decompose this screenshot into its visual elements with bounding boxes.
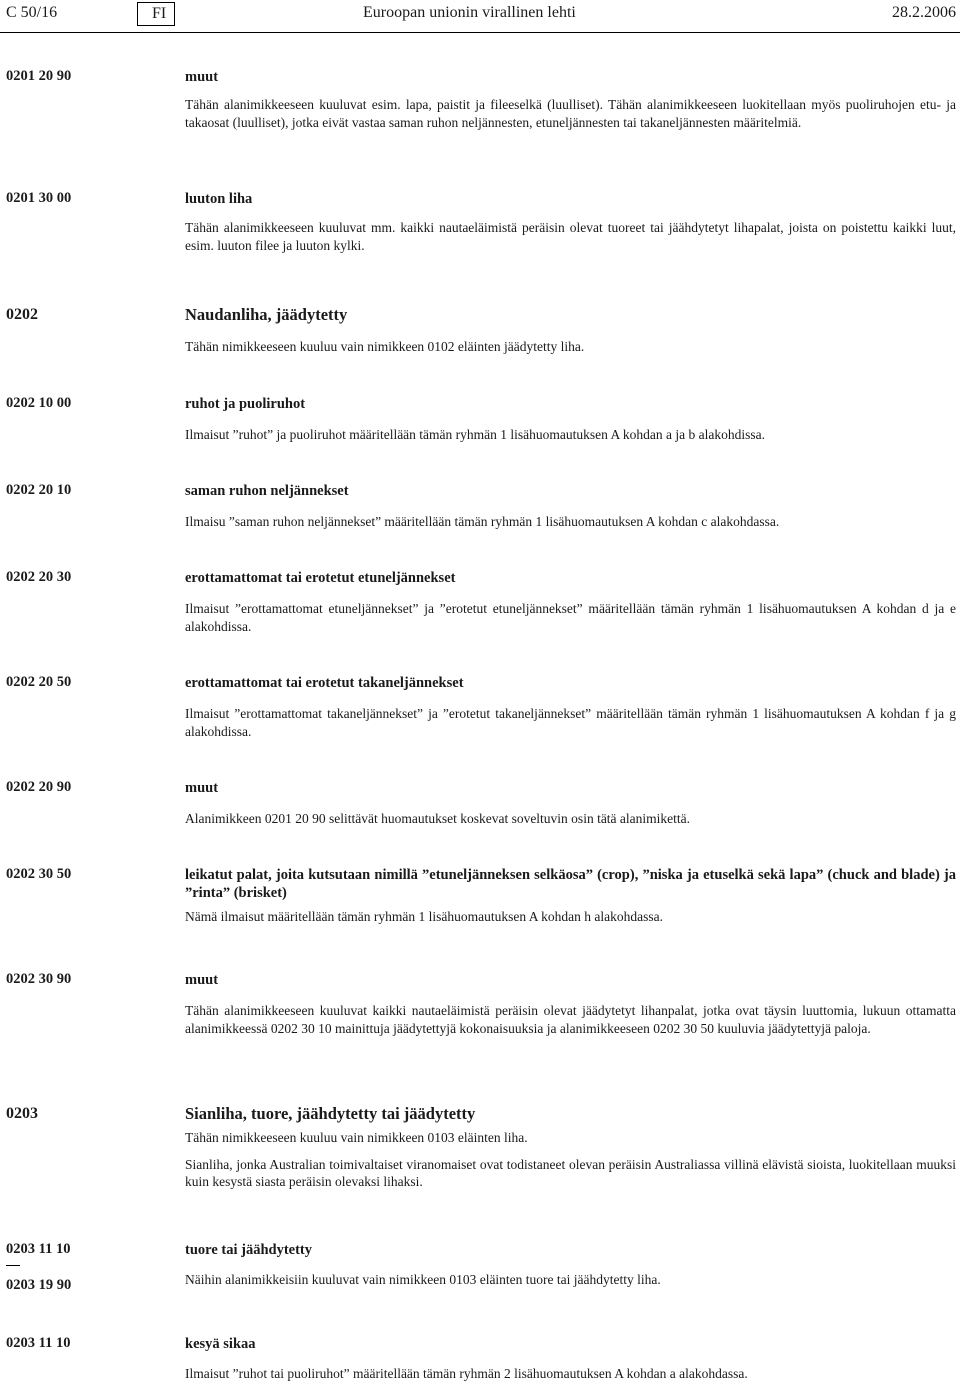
entry-code-start: 0203 11 10 [6, 1241, 71, 1257]
entry-code: 0201 20 90 [6, 68, 72, 84]
entry-code: 0203 [6, 1105, 38, 1122]
entry-code-end: 0203 19 90 [6, 1277, 72, 1293]
language-code: FI [137, 2, 175, 26]
entry-text: Ilmaisut ”ruhot tai puoliruhot” määritellään tämän ryhmän 2 lisähuomautuksen A kohdan a alakohdassa. [185, 1366, 748, 1381]
entry-title: saman ruhon neljännekset [185, 483, 349, 499]
entry-title: muut [185, 69, 219, 85]
entry-code: 0202 10 00 [6, 395, 72, 411]
entry-code: 0202 30 90 [6, 971, 72, 987]
publication-date: 28.2.2006 [892, 4, 956, 21]
entry-code: 0201 30 00 [6, 190, 72, 206]
entry-text: Tähän nimikkeeseen kuuluu vain nimikkeen 0102 eläinten jäädytetty liha. [185, 339, 585, 354]
entry-text: Sianliha, jonka Australian toimivaltaiset viranomaiset ovat todistaneet olevan peräisin Australiassa villinä elävistä sioista, luokitellaan muuksi kuin kesystä siasta peräisin olevaksi lihaksi. [185, 1156, 956, 1189]
entry-code: 0202 20 50 [6, 674, 72, 690]
entry-text: Tähän alanimikkeeseen kuuluvat esim. lapa, paistit ja fileeselkä (luulliset). Tähän alanimikkeeseen luokitellaan myös puoliruhojen etu- ja takaosat (luulliset), jotka eivät vastaa saman ruhon neljännesten, etuneljännesten tai takaneljännesten määritelmiä. [185, 97, 956, 130]
entry-title: tuore tai jäähdytetty [185, 1242, 312, 1258]
entry-code: 0202 20 10 [6, 482, 72, 498]
entry-code: 0202 20 30 [6, 569, 72, 585]
entry-title: erottamattomat tai erotetut takaneljännekset [185, 675, 464, 691]
journal-title: Euroopan unionin virallinen lehti [363, 4, 576, 21]
entry-text: Näihin alanimikkeisiin kuuluvat vain nimikkeen 0103 eläinten tuore tai jäähdytetty liha. [185, 1272, 661, 1287]
entry-title: muut [185, 780, 219, 796]
journal-number: C 50/16 [6, 4, 58, 21]
entry-title: Sianliha, tuore, jäähdytetty tai jäädytetty [185, 1104, 476, 1123]
entry-title: kesyä sikaa [185, 1336, 256, 1352]
page-header [0, 0, 960, 33]
entry-title: muut [185, 972, 219, 988]
entry-title: erottamattomat tai erotetut etuneljännekset [185, 570, 456, 586]
entry-text: Ilmaisu ”saman ruhon neljännekset” määritellään tämän ryhmän 1 lisähuomautuksen A kohdan c alakohdassa. [185, 514, 780, 529]
entry-text: Ilmaisut ”erottamattomat etuneljännekset” ja ”erotetut etuneljännekset” määritellään tämän ryhmän 1 lisähuomautuksen A kohdan d ja e alakohdissa. [185, 601, 956, 634]
entry-title: luuton liha [185, 191, 253, 207]
entry-code: 0203 11 10 [6, 1335, 71, 1351]
entry-code: 0202 [6, 306, 38, 323]
entry-code: 0202 30 50 [6, 866, 72, 882]
entry-code: 0202 20 90 [6, 779, 72, 795]
entry-title: ruhot ja puoliruhot [185, 396, 306, 412]
entry-title: Naudanliha, jäädytetty [185, 305, 348, 324]
range-dash [6, 1265, 20, 1266]
entry-text: Tähän alanimikkeeseen kuuluvat kaikki nautaeläimistä peräisin olevat jäädytetyt lihanpalat, jotka ovat täysin luuttomia, lukuun ottamatta alanimikkeessä 0202 30 10 mainittuja jäädytettyjä kokonaisuuksia ja alanimikkeeseen 0202 30 50 kuuluvia jäädytettyjä paloja. [185, 1003, 956, 1036]
entry-text: Nämä ilmaisut määritellään tämän ryhmän 1 lisähuomautuksen A kohdan h alakohdassa. [185, 909, 664, 924]
entry-text: Ilmaisut ”ruhot” ja puoliruhot määritellään tämän ryhmän 1 lisähuomautuksen A kohdan a ja b alakohdissa. [185, 427, 765, 442]
entry-text: Ilmaisut ”erottamattomat takaneljännekset” ja ”erotetut takaneljännekset” määritellään tämän ryhmän 1 lisähuomautuksen A kohdan f ja g alakohdissa. [185, 706, 956, 739]
entry-title: leikatut palat, joita kutsutaan nimillä ”etuneljänneksen selkäosa” (crop), ”niska ja etuselkä sekä lapa” (chuck and blade) ja ”rinta” (brisket) [185, 867, 956, 901]
entry-text: Alanimikkeen 0201 20 90 selittävät huomautukset koskevat soveltuvin osin tätä alanimikettä. [185, 811, 691, 826]
entry-text: Tähän nimikkeeseen kuuluu vain nimikkeen 0103 eläinten liha. [185, 1130, 528, 1145]
entry-text: Tähän alanimikkeeseen kuuluvat mm. kaikki nautaeläimistä peräisin olevat tuoreet tai jäähdytetyt lihapalat, joista on poistettu kaikki luut, esim. luuton filee ja luuton kylki. [185, 220, 956, 253]
